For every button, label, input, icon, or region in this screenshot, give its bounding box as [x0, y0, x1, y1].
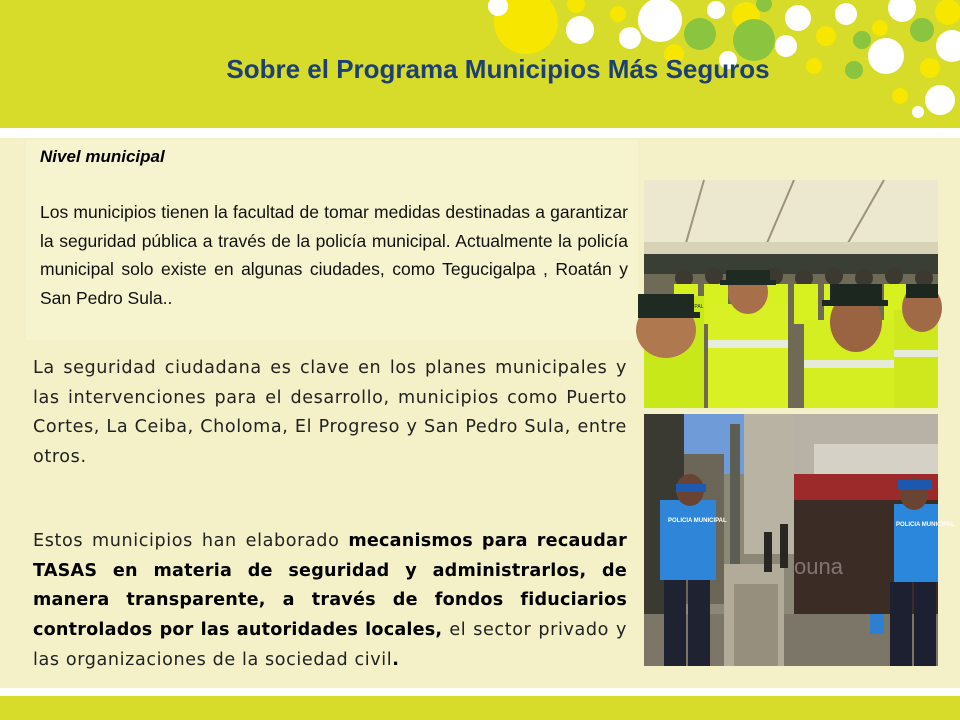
photo-watermark: ouna	[794, 554, 843, 579]
bold-phrase: mecanismos para recaudar TASAS en materia de seguridad y administrarlos, de manera transparente, a través de fondos fiduciarios controlados por las autoridades locales,	[33, 531, 627, 641]
paragraph-municipal-police: Los municipios tienen la facultad de tomar medidas destinadas a garantizar la seguridad pública a través de la policía municipal. Actualmente la policía municipal solo existe en algunas ciudades, como Tegucigalpa , Roatán y San Pedro Sula..	[40, 202, 628, 308]
paragraph-mechanisms: Estos municipios han elaborado mecanismos para recaudar TASAS en materia de seguridad y administrarlos, de manera transparente, a través de fondos fiduciarios controlados por las autoridades locales, el sector privado y las organizaciones de la sociedad civil.	[33, 531, 627, 670]
footer-band	[0, 696, 960, 720]
paragraph-citizen-security: La seguridad ciudadana es clave en los planes municipales y las intervenciones para el desarrollo, municipios como Puerto Cortes, La Ceiba, Choloma, El Progreso y San Pedro Sula, entre otros.	[33, 358, 627, 468]
section-subheading: Nivel municipal	[40, 147, 165, 166]
header-divider	[0, 128, 960, 138]
photo-transit-police	[644, 180, 938, 408]
vest-label: TRANSITO MUNICIPAL	[650, 304, 704, 310]
page-title: Sobre el Programa Municipios Más Seguros	[226, 54, 770, 84]
header-band	[0, 0, 960, 128]
shirt-label-right: POLICIA MUNICIPAL	[896, 522, 955, 528]
photo-municipal-police-street	[644, 414, 955, 666]
shirt-label-left: POLICIA MUNICIPAL	[668, 518, 727, 524]
footer-divider	[0, 688, 960, 696]
